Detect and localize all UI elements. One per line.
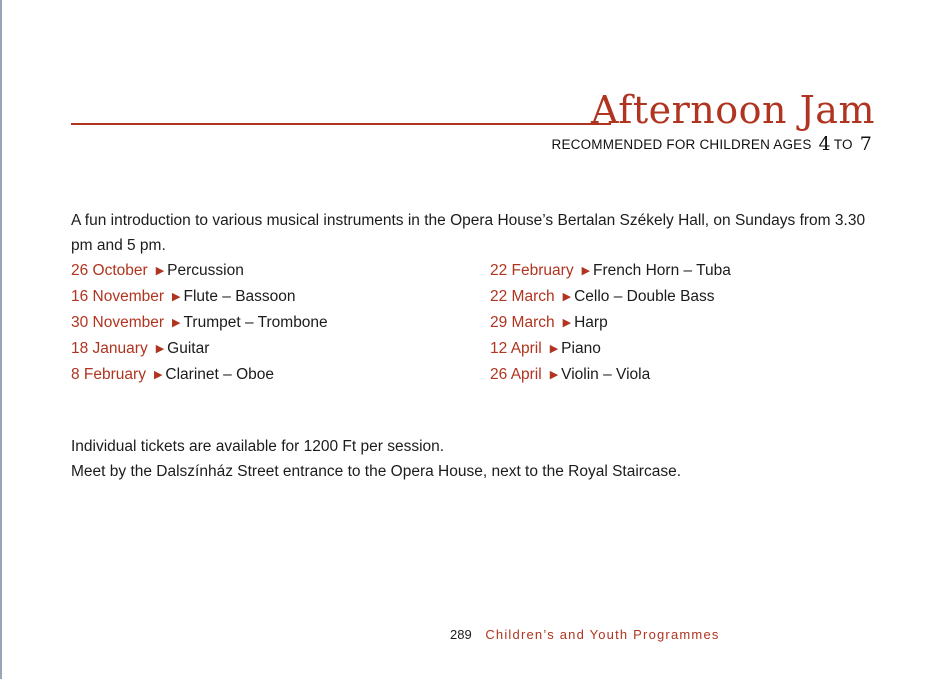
- schedule-item: [71, 362, 328, 388]
- schedule-instrument: Percussion: [167, 262, 244, 279]
- play-triangle-icon: ▶: [562, 317, 572, 329]
- ticket-price-text: Individual tickets are available for 1200 Ft per session.: [71, 438, 445, 455]
- schedule-instrument: Flute – Bassoon: [183, 288, 296, 305]
- play-triangle-icon: ▶: [172, 291, 181, 303]
- play-triangle-icon: ▶: [172, 317, 181, 329]
- schedule-item: [490, 284, 731, 310]
- schedule-item: [71, 284, 328, 310]
- schedule-instrument: Clarinet – Oboe: [165, 366, 274, 383]
- schedule-item: [490, 310, 731, 336]
- age-from: 4: [818, 133, 831, 155]
- intro-paragraph: A fun introduction to various musical instruments in the Opera House’s Bertalan Székely Hall, on Sundays from 3.30 pm and 5 pm.: [71, 212, 866, 254]
- age-recommendation: [552, 134, 876, 155]
- schedule-date: 26 October: [71, 262, 148, 279]
- schedule-date: 30 November: [71, 314, 165, 331]
- schedule-instrument: Harp: [574, 314, 608, 331]
- schedule-item: [490, 362, 731, 388]
- ticket-info: [71, 434, 681, 484]
- schedule-item: [71, 310, 328, 336]
- play-triangle-icon: ▶: [549, 369, 559, 381]
- play-triangle-icon: ▶: [153, 369, 163, 381]
- play-triangle-icon: ▶: [549, 343, 559, 355]
- meeting-point-text: Meet by the Dalszínház Street entrance to the Opera House, next to the Royal Staircase.: [71, 463, 681, 480]
- title-rule: [71, 123, 611, 125]
- schedule-instrument: Piano: [561, 340, 601, 357]
- schedule-item: [490, 258, 731, 284]
- schedule-instrument: Cello – Double Bass: [574, 288, 715, 305]
- schedule-date: 18 January: [71, 340, 148, 357]
- page-number: 289: [450, 627, 472, 642]
- schedule-column-left: [71, 258, 328, 388]
- play-triangle-icon: ▶: [581, 265, 591, 277]
- schedule-instrument: Violin – Viola: [561, 366, 651, 383]
- schedule-date: 22 March: [490, 288, 555, 305]
- section-name: Children’s and Youth Programmes: [485, 627, 720, 642]
- schedule-date: 16 November: [71, 288, 165, 305]
- page-footer: [450, 626, 720, 644]
- age-to: 7: [859, 133, 872, 155]
- age-separator: TO: [833, 137, 853, 152]
- play-triangle-icon: ▶: [562, 291, 572, 303]
- schedule-date: 29 March: [490, 314, 555, 331]
- page-title: Afternoon Jam: [591, 88, 875, 132]
- schedule-instrument: Guitar: [167, 340, 210, 357]
- page-edge-border: [0, 0, 2, 679]
- play-triangle-icon: ▶: [155, 265, 165, 277]
- schedule-date: 8 February: [71, 366, 146, 383]
- schedule-date: 22 February: [490, 262, 574, 279]
- play-triangle-icon: ▶: [155, 343, 165, 355]
- schedule-date: 26 April: [490, 366, 542, 383]
- schedule-instrument: French Horn – Tuba: [593, 262, 731, 279]
- schedule-item: [490, 336, 731, 362]
- schedule-item: [71, 336, 328, 362]
- age-recommendation-label: RECOMMENDED FOR CHILDREN AGES: [551, 137, 812, 152]
- schedule-instrument: Trumpet – Trombone: [183, 314, 328, 331]
- schedule-date: 12 April: [490, 340, 542, 357]
- schedule-item: [71, 258, 328, 284]
- schedule-column-right: [490, 258, 731, 388]
